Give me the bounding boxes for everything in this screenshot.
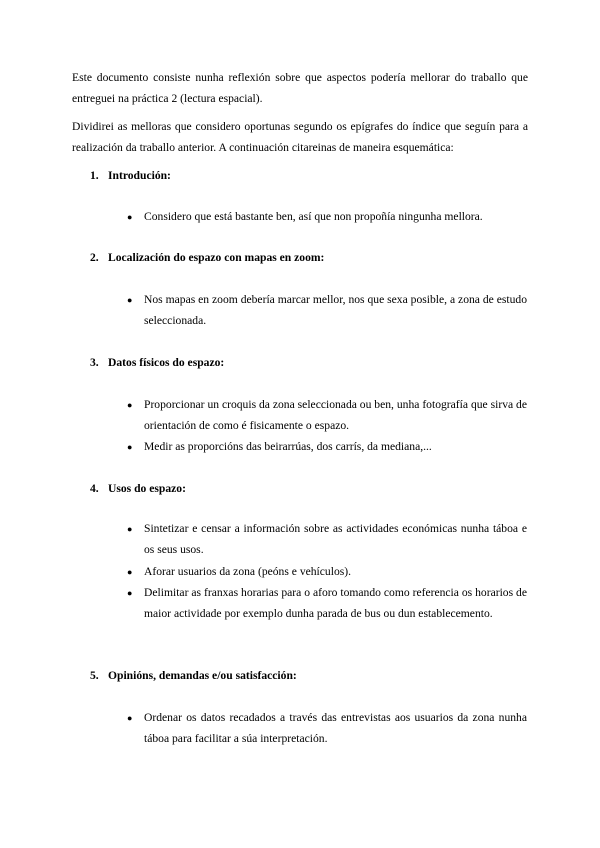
section-heading-2	[90, 248, 530, 269]
section-heading-4	[90, 479, 530, 500]
bullet-text: Proporcionar un croquis da zona seleccionada ou ben, unha fotografía que sirva de orientación de como é fisicamente o espazo.	[144, 398, 527, 432]
section-title: Opinións, demandas e/ou satisfacción:	[108, 669, 297, 682]
bullet-dot-icon: ●	[127, 212, 133, 222]
bullet-text: Ordenar os datos recadados a través das entrevistas aos usuarios da zona nunha táboa para facilitar a súa interpretación.	[144, 711, 527, 745]
bullet-dot-icon: ●	[127, 442, 133, 452]
bullet-item	[127, 437, 527, 458]
bullet-text: Sintetizar e censar a información sobre as actividades económicas nunha táboa e os seus usos.	[144, 522, 527, 556]
bullet-item	[127, 290, 527, 331]
bullet-text: Nos mapas en zoom debería marcar mellor, nos que sexa posible, a zona de estudo seleccionada.	[144, 293, 527, 327]
section-heading-1	[90, 166, 530, 187]
section-number: 5.	[90, 669, 99, 682]
section-title: Introdución:	[108, 169, 171, 182]
section-number: 4.	[90, 482, 99, 495]
bullet-text: Delimitar as franxas horarias para o aforo tomando como referencia os horarios de maior actividade por exemplo dunha parada de bus ou dun establecemento.	[144, 586, 527, 620]
bullet-dot-icon: ●	[127, 295, 133, 305]
section-number: 1.	[90, 169, 99, 182]
intro-paragraph-1: Este documento consiste nunha reflexión sobre que aspectos podería mellorar do traballo que entreguei na práctica 2 (lectura espacial).	[72, 71, 528, 105]
bullet-text: Considero que está bastante ben, así que non propoñía ningunha mellora.	[144, 210, 483, 223]
bullet-dot-icon: ●	[127, 567, 133, 577]
bullet-item	[127, 395, 527, 436]
bullet-item	[127, 562, 527, 583]
section-heading-3	[90, 353, 530, 374]
section-heading-5	[90, 666, 530, 687]
section-number: 3.	[90, 356, 99, 369]
section-title: Localización do espazo con mapas en zoom:	[108, 251, 325, 264]
section-title: Datos físicos do espazo:	[108, 356, 225, 369]
bullet-dot-icon: ●	[127, 524, 133, 534]
section-title: Usos do espazo:	[108, 482, 186, 495]
section-number: 2.	[90, 251, 99, 264]
bullet-text: Medir as proporcións das beirarrúas, dos carrís, da mediana,...	[144, 440, 432, 453]
bullet-text: Aforar usuarios da zona (peóns e vehículos).	[144, 565, 352, 578]
intro-paragraph-2: Dividirei as melloras que considero oportunas segundo os epígrafes do índice que seguín para a realización da traballo anterior. A continuación citareinas de maneira esquemática:	[72, 120, 528, 154]
bullet-dot-icon: ●	[127, 713, 133, 723]
bullet-item	[127, 583, 527, 624]
bullet-item	[127, 207, 527, 228]
bullet-item	[127, 519, 527, 560]
bullet-dot-icon: ●	[127, 588, 133, 598]
bullet-dot-icon: ●	[127, 400, 133, 410]
bullet-item	[127, 708, 527, 749]
